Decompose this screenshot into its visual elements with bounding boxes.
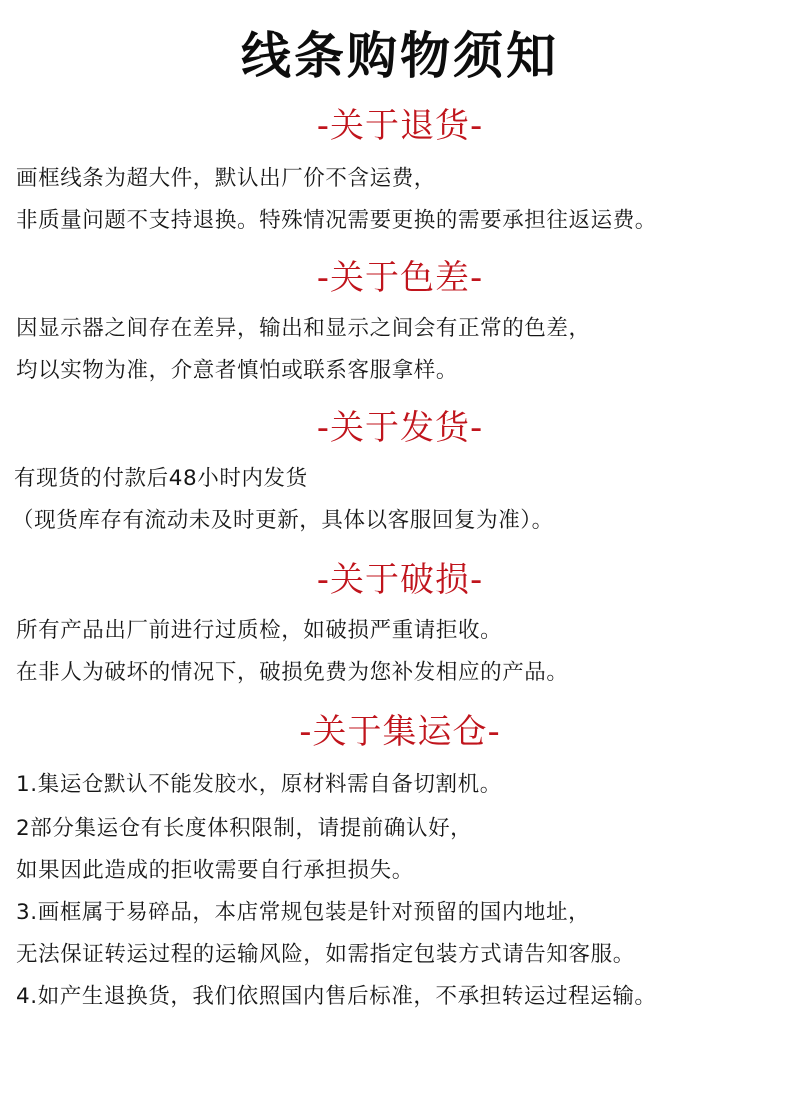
section-line: 均以实物为准，介意者慎怕或联系客服拿样。 bbox=[16, 358, 459, 383]
section-heading-returns: -关于退货- bbox=[316, 106, 484, 146]
section-heading-consolidation-warehouse: -关于集运仓- bbox=[299, 712, 501, 752]
section-line: 3.画框属于易碎品，本店常规包装是针对预留的国内地址， bbox=[16, 900, 591, 925]
section-line: 1.集运仓默认不能发胶水，原材料需自备切割机。 bbox=[16, 772, 502, 797]
section-line: 非质量问题不支持退换。特殊情况需要更换的需要承担往返运费。 bbox=[16, 208, 657, 233]
section-line: 在非人为破坏的情况下，破损免费为您补发相应的产品。 bbox=[16, 660, 569, 685]
section-heading-color-difference: -关于色差- bbox=[316, 258, 484, 298]
section-line: （现货库存有流动未及时更新，具体以客服回复为准）。 bbox=[12, 508, 554, 533]
section-line: 所有产品出厂前进行过质检，如破损严重请拒收。 bbox=[16, 618, 503, 643]
section-line: 无法保证转运过程的运输风险，如需指定包装方式请告知客服。 bbox=[16, 942, 635, 967]
section-line: 有现货的付款后48小时内发货 bbox=[14, 466, 308, 491]
section-heading-damage: -关于破损- bbox=[316, 560, 484, 600]
section-line: 画框线条为超大件，默认出厂价不含运费， bbox=[16, 166, 436, 191]
section-line: 2部分集运仓有长度体积限制，请提前确认好， bbox=[16, 816, 473, 841]
section-heading-shipping: -关于发货- bbox=[316, 408, 484, 448]
section-line: 因显示器之间存在差异，输出和显示之间会有正常的色差， bbox=[16, 316, 591, 341]
section-line: 如果因此造成的拒收需要自行承担损失。 bbox=[16, 858, 414, 883]
page-title: 线条购物须知 bbox=[241, 27, 559, 85]
section-line: 4.如产生退换货，我们依照国内售后标准，不承担转运过程运输。 bbox=[16, 984, 657, 1009]
